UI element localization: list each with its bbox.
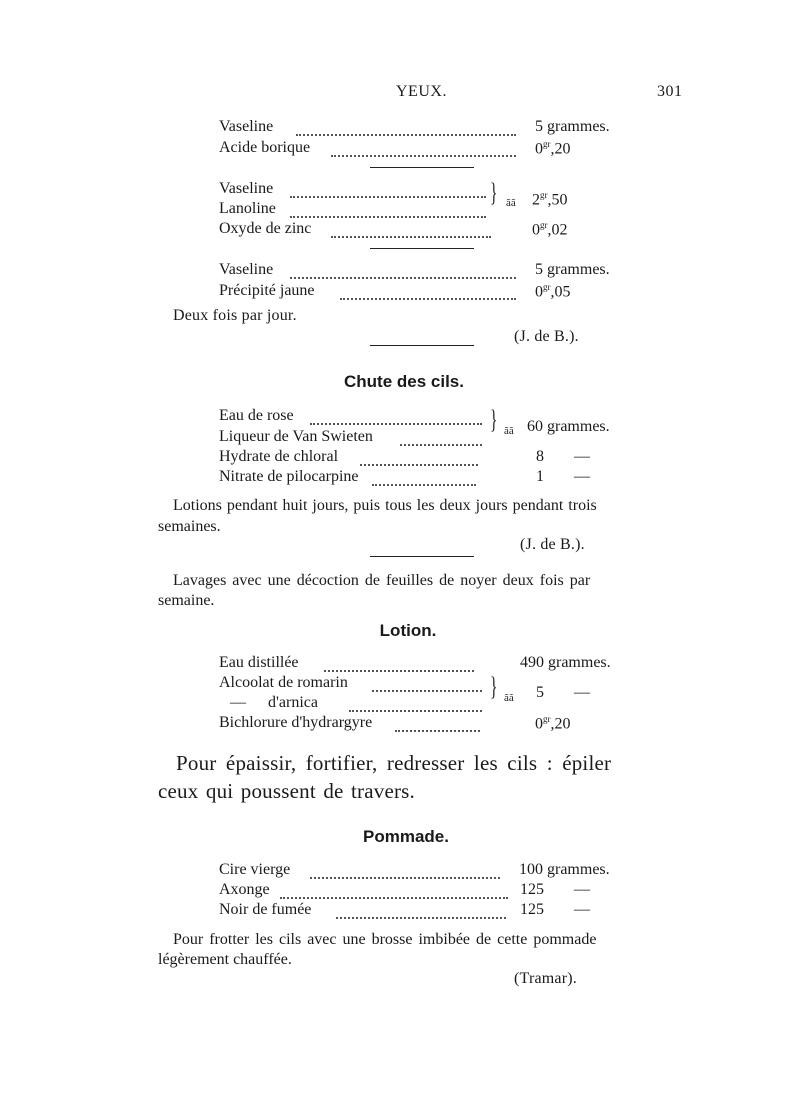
ingredient-quantity: $0^{gr},02$	[532, 220, 568, 239]
leader-dots	[372, 674, 482, 692]
ingredient-quantity: 125	[520, 881, 544, 898]
leader-dots	[331, 139, 516, 157]
separator-rule	[370, 345, 474, 346]
instruction-text: Lavages avec une décoction de feuilles de noyer deux fois par	[173, 572, 591, 589]
running-header-title: YEUX.	[396, 83, 447, 100]
ingredient-quantity: $0^{gr},20$	[535, 714, 571, 733]
ingredient-name: Précipité jaune	[219, 282, 315, 299]
ingredient-quantity: 125	[520, 901, 544, 918]
leader-dots	[296, 118, 516, 136]
ana-label: ãã	[504, 692, 514, 704]
ingredient-name: Vaseline	[219, 118, 274, 135]
leader-dots	[280, 881, 508, 899]
ditto-dash: —	[574, 684, 590, 701]
instruction-text: Pour frotter les cils avec une brosse imbibée de cette pommade	[173, 931, 597, 948]
ingredient-quantity: $0^{gr},05$	[535, 282, 571, 301]
page-number: 301	[657, 83, 683, 100]
body-text-large: Pour épaissir, fortifier, redresser les cils : épiler	[176, 751, 612, 775]
instruction-text: Lotions pendant huit jours, puis tous les deux jours pendant trois	[173, 497, 597, 514]
body-text-large: ceux qui poussent de travers.	[158, 779, 415, 803]
ingredient-name: Liqueur de Van Swieten	[219, 428, 373, 445]
ingredient-name: Hydrate de chloral	[219, 448, 339, 465]
ingredient-name: Eau de rose	[219, 407, 294, 424]
leader-dots	[336, 901, 506, 919]
ingredient-quantity: 1	[536, 468, 544, 485]
leader-dots	[372, 468, 476, 486]
ingredient-name: Eau distillée	[219, 654, 299, 671]
leader-dots	[290, 261, 516, 279]
right-brace: }	[490, 405, 498, 434]
section-heading: Lotion.	[379, 621, 437, 640]
ana-label: ãã	[506, 197, 516, 209]
ingredient-name: Axonge	[219, 881, 270, 898]
ingredient-name: Acide borique	[219, 139, 311, 156]
ingredient-name: Nitrate de pilocarpine	[219, 468, 359, 485]
ingredient-quantity: 5 grammes.	[535, 261, 610, 278]
ingredient-quantity: 5	[536, 684, 544, 701]
ingredient-name: Vaseline	[219, 180, 274, 197]
leader-dots	[349, 694, 482, 712]
ingredient-name: Cire vierge	[219, 861, 291, 878]
right-brace: }	[490, 672, 498, 701]
ingredient-name: Bichlorure d'hydrargyre	[219, 714, 373, 731]
ingredient-name: Noir de fumée	[219, 901, 312, 918]
leader-dots	[310, 407, 482, 425]
ingredient-quantity: 60 grammes.	[527, 418, 610, 435]
ana-label: ãã	[504, 425, 514, 437]
section-heading: Pommade.	[363, 827, 449, 846]
source-citation: (Tramar).	[514, 970, 577, 987]
instruction-text: semaines.	[158, 518, 221, 535]
ingredient-quantity: 490 grammes.	[520, 654, 611, 671]
ingredient-quantity: 5 grammes.	[535, 118, 610, 135]
leader-dots	[331, 220, 491, 238]
ingredient-quantity: 8	[536, 448, 544, 465]
section-heading: Chute des cils.	[344, 372, 464, 391]
source-citation: (J. de B.).	[514, 328, 579, 345]
ingredient-quantity: $2^{gr},50$	[532, 190, 568, 209]
ditto-dash: —	[574, 468, 590, 485]
ditto-dash: —	[574, 448, 590, 465]
separator-rule	[370, 556, 474, 557]
leader-dots	[310, 861, 500, 879]
ingredient-name: Lanoline	[219, 200, 276, 217]
leader-dots	[290, 180, 486, 198]
ingredient-name: Vaseline	[219, 261, 274, 278]
ditto-dash: —	[574, 901, 590, 918]
dosage-instruction: Deux fois par jour.	[173, 307, 297, 324]
leader-dots	[290, 200, 486, 218]
separator-rule	[370, 248, 474, 249]
ingredient-name: Alcoolat de romarin	[219, 674, 348, 691]
separator-rule	[370, 167, 474, 168]
ditto-dash: —	[574, 881, 590, 898]
leader-dots	[395, 714, 480, 732]
instruction-text: semaine.	[158, 592, 215, 609]
ingredient-name: Oxyde de zinc	[219, 220, 312, 237]
ingredient-quantity: 100 grammes.	[519, 861, 610, 878]
leader-dots	[340, 282, 516, 300]
ingredient-quantity: $0^{gr},20$	[535, 139, 571, 158]
right-brace: }	[490, 178, 498, 207]
leader-dots	[400, 428, 482, 446]
leader-dots	[324, 654, 474, 672]
source-citation: (J. de B.).	[520, 536, 585, 553]
instruction-text: légèrement chauffée.	[158, 951, 292, 968]
ingredient-name: — d'arnica	[230, 694, 318, 711]
leader-dots	[360, 448, 478, 466]
